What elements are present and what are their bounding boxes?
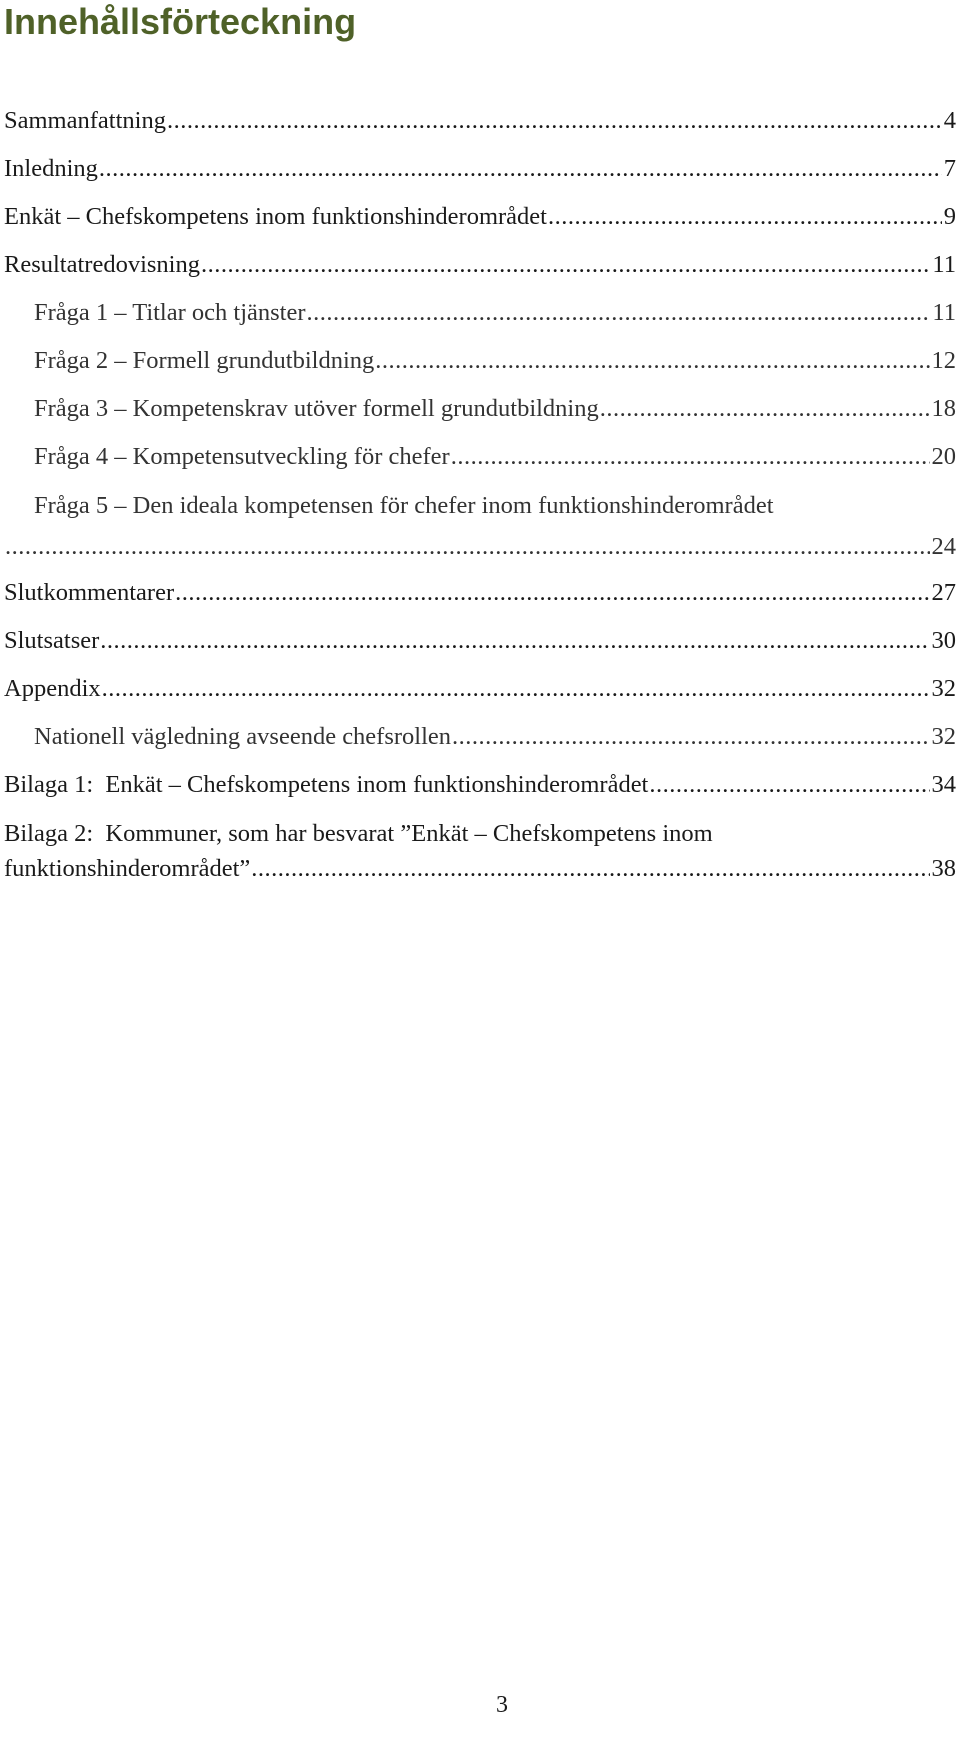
toc-entry-page: 4	[943, 107, 956, 134]
toc-entry-resultatredovisning[interactable]	[0, 248, 960, 296]
toc-entry-label: Enkät – Chefskompetens inom funktionshinderområdet	[4, 203, 547, 230]
toc-entry-page: 32	[931, 675, 956, 702]
toc-entry-slutsatser[interactable]	[0, 624, 960, 672]
dot-leader	[452, 720, 929, 754]
dot-leader	[649, 768, 929, 802]
page-number: 3	[496, 1692, 508, 1718]
toc-entry-label: Fråga 3 – Kompetenskrav utöver formell grundutbildning	[34, 395, 599, 422]
toc-entry-label: Fråga 5 – Den ideala kompetensen för chefer inom funktionshinderområdet	[34, 492, 774, 519]
toc-entry-inledning[interactable]	[0, 152, 960, 200]
toc-entry-page: 30	[931, 627, 956, 654]
toc-entry-fraga-2[interactable]	[0, 344, 960, 392]
toc-entry-page: 27	[931, 579, 956, 606]
toc-entry-page: 32	[931, 723, 956, 750]
dot-leader	[548, 200, 942, 234]
toc-entry-label: Fråga 2 – Formell grundutbildning	[34, 347, 375, 374]
dot-leader	[167, 104, 942, 138]
toc-entry-label: Inledning	[4, 155, 98, 182]
toc-entry-page: 11	[932, 299, 956, 326]
toc-entry-page: 18	[931, 395, 956, 422]
dot-leader	[451, 440, 930, 474]
toc-entry-page: 34	[931, 771, 956, 798]
dot-leader	[251, 852, 929, 886]
dot-leader	[375, 344, 929, 378]
toc-entry-slutkommentarer[interactable]	[0, 576, 960, 624]
toc-entry-sammanfattning[interactable]	[0, 104, 960, 152]
toc-entry-page: 11	[932, 251, 956, 278]
toc-entry-page: 9	[943, 203, 956, 230]
dot-leader	[175, 576, 929, 610]
toc-entry-page: 12	[931, 347, 956, 374]
toc-entry-label: Slutkommentarer	[4, 579, 175, 606]
toc-entry-page: 7	[943, 155, 956, 182]
dot-leader	[5, 530, 930, 564]
toc-entry-label: Appendix	[4, 675, 101, 702]
dot-leader	[600, 392, 930, 426]
toc-entry-nationell-vagledning[interactable]	[0, 720, 960, 768]
toc-entry-fraga-1[interactable]	[0, 296, 960, 344]
dot-leader	[307, 296, 931, 330]
toc-entry-page: 38	[931, 855, 956, 882]
toc-entry-label: Sammanfattning	[4, 107, 166, 134]
toc-entry-label: Resultatredovisning	[4, 251, 200, 278]
toc-entry-bilaga-2[interactable]	[0, 816, 960, 904]
dot-leader	[99, 152, 942, 186]
toc-entry-fraga-5[interactable]	[0, 488, 960, 576]
toc-entry-label: Fråga 4 – Kompetensutveckling för chefer	[34, 443, 450, 470]
toc-entry-page: 24	[931, 533, 956, 560]
toc-entry-appendix[interactable]	[0, 672, 960, 720]
toc-entry-label: Slutsatser	[4, 627, 100, 654]
toc-entry-fraga-3[interactable]	[0, 392, 960, 440]
toc-entry-label: Bilaga 1: Enkät – Chefskompetens inom funktionshinderområdet	[4, 771, 649, 798]
dot-leader	[102, 672, 930, 706]
toc-entry-fraga-4[interactable]	[0, 440, 960, 488]
table-of-contents	[0, 104, 960, 904]
dot-leader	[100, 624, 929, 658]
toc-entry-label: Fråga 1 – Titlar och tjänster	[34, 299, 306, 326]
toc-entry-bilaga-1[interactable]	[0, 768, 960, 816]
toc-entry-label-cont: funktionshinderområdet”	[4, 855, 251, 882]
toc-entry-page: 20	[931, 443, 956, 470]
toc-entry-label: Bilaga 2: Kommuner, som har besvarat ”Enkät – Chefskompetens inom	[4, 820, 713, 847]
toc-entry-label: Nationell vägledning avseende chefsrollen	[34, 723, 452, 750]
toc-entry-enkat[interactable]	[0, 200, 960, 248]
dot-leader	[201, 248, 930, 282]
toc-heading: Innehållsförteckning	[4, 1, 357, 42]
